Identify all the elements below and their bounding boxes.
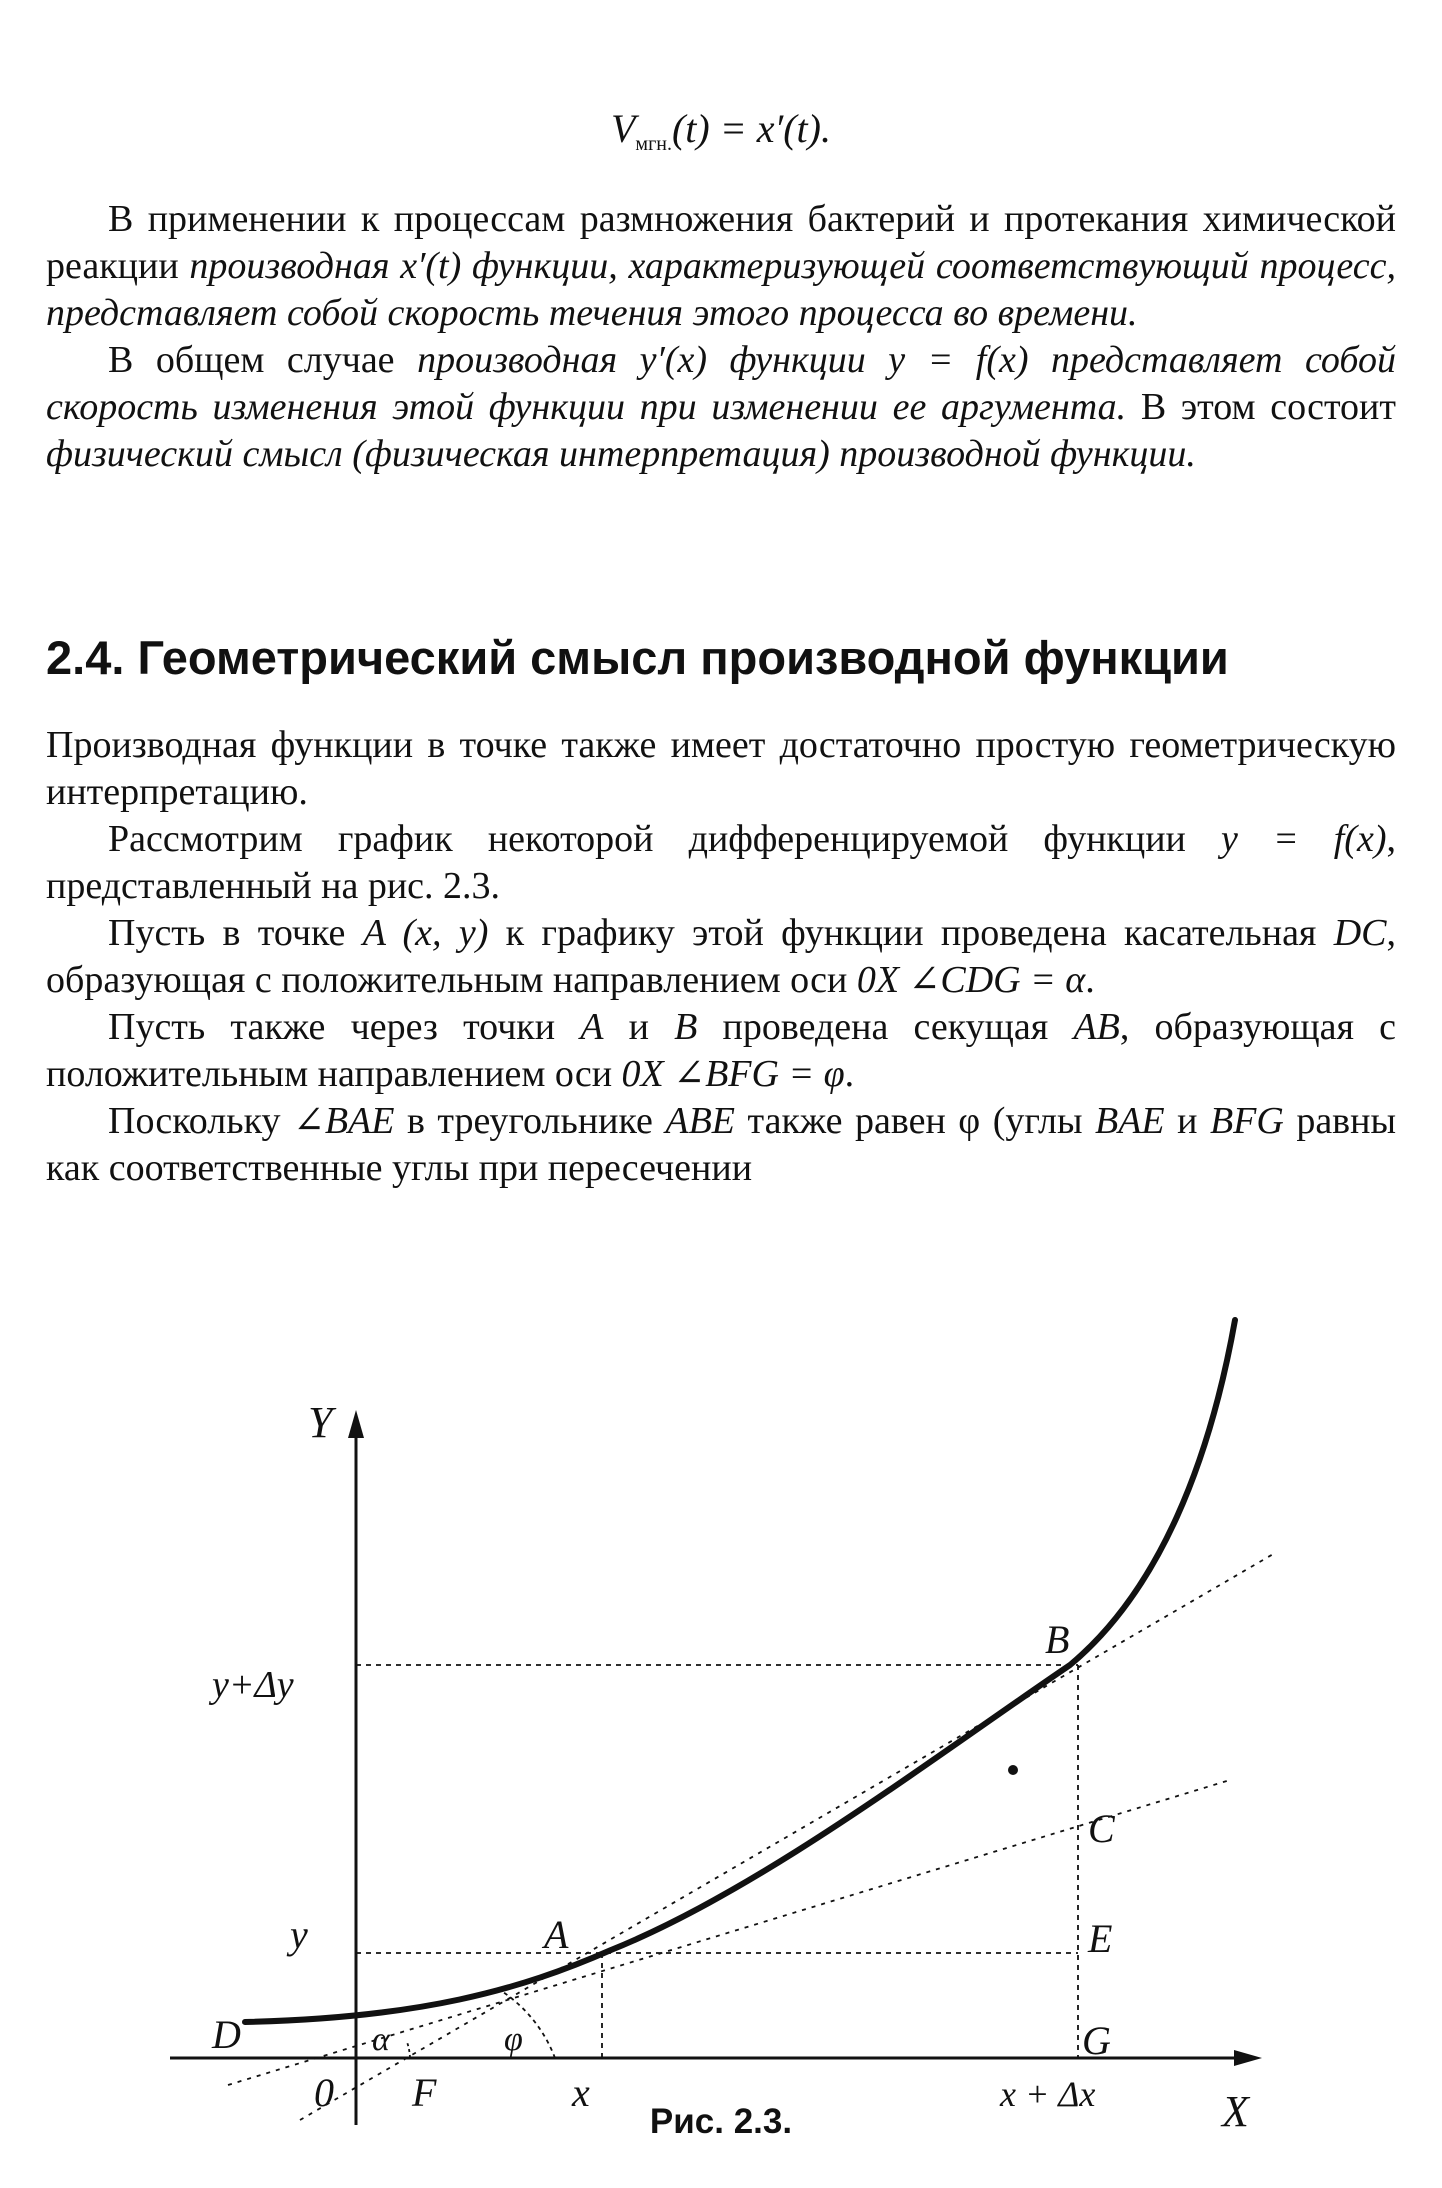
p6-text-2: и — [603, 1006, 675, 1048]
label-g: G — [1082, 2018, 1111, 2063]
p4-text-1: Рассмотрим график некоторой дифференцируемой функции — [108, 818, 1222, 860]
p4-text-2: , представленный на рис. 2.3. — [46, 818, 1396, 907]
formula-subscript: мгн. — [635, 133, 672, 155]
p2-text-2: В этом состоит — [1126, 386, 1396, 428]
p5-text-4: . — [1085, 959, 1095, 1001]
p5-text-3: , образующая с положительным направлением оси — [46, 912, 1397, 1001]
p6-text-4: , образующая с положительным направлением оси — [46, 1006, 1396, 1095]
label-alpha: α — [372, 2021, 390, 2058]
p7-text-3: также равен φ (углы — [735, 1100, 1095, 1142]
section-heading: 2.4. Геометрический смысл производной функции — [46, 631, 1229, 684]
p6-text-3: проведена секущая — [697, 1006, 1074, 1048]
paragraph-general-case — [46, 337, 1396, 478]
p7-text-2: в треугольнике — [394, 1100, 666, 1142]
formula-v: V — [610, 106, 636, 151]
p7-text-4: и — [1164, 1100, 1210, 1142]
p7-italic-2: ABE — [665, 1100, 736, 1142]
label-phi: φ — [504, 2021, 523, 2058]
p6-italic-4: 0X ∠BFG = φ — [621, 1053, 845, 1095]
p6-italic-2: B — [674, 1006, 698, 1048]
label-x: x — [572, 2070, 590, 2115]
formula-rest: (t) = x′(t). — [671, 106, 831, 151]
text-block-physical-meaning — [46, 196, 1396, 478]
p4-italic: y = f(x) — [1221, 818, 1387, 860]
p2-italic-1: производная y′(x) функции y = f(x) представляет собой скорость изменения этой функции при изменении ее аргумента. — [46, 339, 1397, 428]
p7-italic-3: BAE — [1095, 1100, 1165, 1142]
p3-text: Производная функции в точке также имеет достаточно простую геометрическую интерпретацию. — [46, 724, 1396, 813]
label-y-axis: Y — [308, 1398, 333, 1447]
p2-italic-2: физический смысл (физическая интерпретация) производной функции. — [46, 433, 1196, 475]
p6-italic-3: AB — [1073, 1006, 1120, 1048]
paragraph-angle — [46, 1098, 1396, 1192]
paragraph-intro — [46, 722, 1396, 816]
p6-italic-1: A — [580, 1006, 604, 1048]
stray-dot — [1008, 1765, 1018, 1775]
p5-text-2: к графику этой функции проведена касательная — [488, 912, 1334, 954]
angle-alpha-arc — [407, 2042, 410, 2058]
p7-text-1: Поскольку — [108, 1100, 293, 1142]
p1-text: В применении к процессам размножения бактерий и протекания химической реакции — [46, 198, 1396, 287]
p6-text-5: . — [844, 1053, 855, 1095]
label-d: D — [212, 2012, 241, 2057]
label-x-plus-dx: x + Δx — [1000, 2074, 1096, 2114]
label-c: C — [1088, 1806, 1115, 1851]
derivative-figure — [0, 1300, 1442, 2160]
x-axis-arrow — [1234, 2050, 1262, 2066]
p5-italic-2: DC — [1333, 912, 1387, 954]
label-f: F — [412, 2070, 437, 2115]
p7-italic-4: BFG — [1209, 1100, 1284, 1142]
p1-italic: производная x′(t) функции, характеризующей соответствующий процесс, представляет собой скорость течения этого процесса во времени. — [46, 245, 1396, 334]
figure-caption: Рис. 2.3. — [649, 2102, 793, 2141]
label-b: B — [1045, 1617, 1070, 1662]
p7-italic-1: ∠BAE — [293, 1100, 395, 1142]
p7-text-5: равны как соответственные углы при пересечении — [46, 1100, 1396, 1189]
p5-italic-1: A (x, y) — [362, 912, 489, 954]
y-axis-arrow — [348, 1410, 364, 1438]
label-e: E — [1088, 1916, 1113, 1961]
p5-italic-3: 0X ∠CDG = α — [856, 959, 1086, 1001]
paragraph-secant — [46, 1004, 1396, 1098]
p2-text-1: В общем случае — [108, 339, 418, 381]
function-curve — [245, 1320, 1235, 2022]
p5-text-1: Пусть в точке — [108, 912, 363, 954]
label-a: A — [544, 1912, 569, 1957]
secant-line-ab — [300, 1553, 1275, 2120]
label-y-level: y — [290, 1912, 308, 1957]
paragraph-tangent — [46, 910, 1396, 1004]
velocity-formula — [0, 105, 1442, 156]
label-y-plus-dy: y+Δy — [212, 1664, 294, 1706]
paragraph-graph — [46, 816, 1396, 910]
paragraph-bacteria — [46, 196, 1396, 337]
text-block-geometric-meaning — [46, 722, 1396, 1192]
label-x-axis: X — [1222, 2087, 1249, 2136]
p6-text-1: Пусть также через точки — [108, 1006, 581, 1048]
label-origin: 0 — [314, 2070, 334, 2115]
